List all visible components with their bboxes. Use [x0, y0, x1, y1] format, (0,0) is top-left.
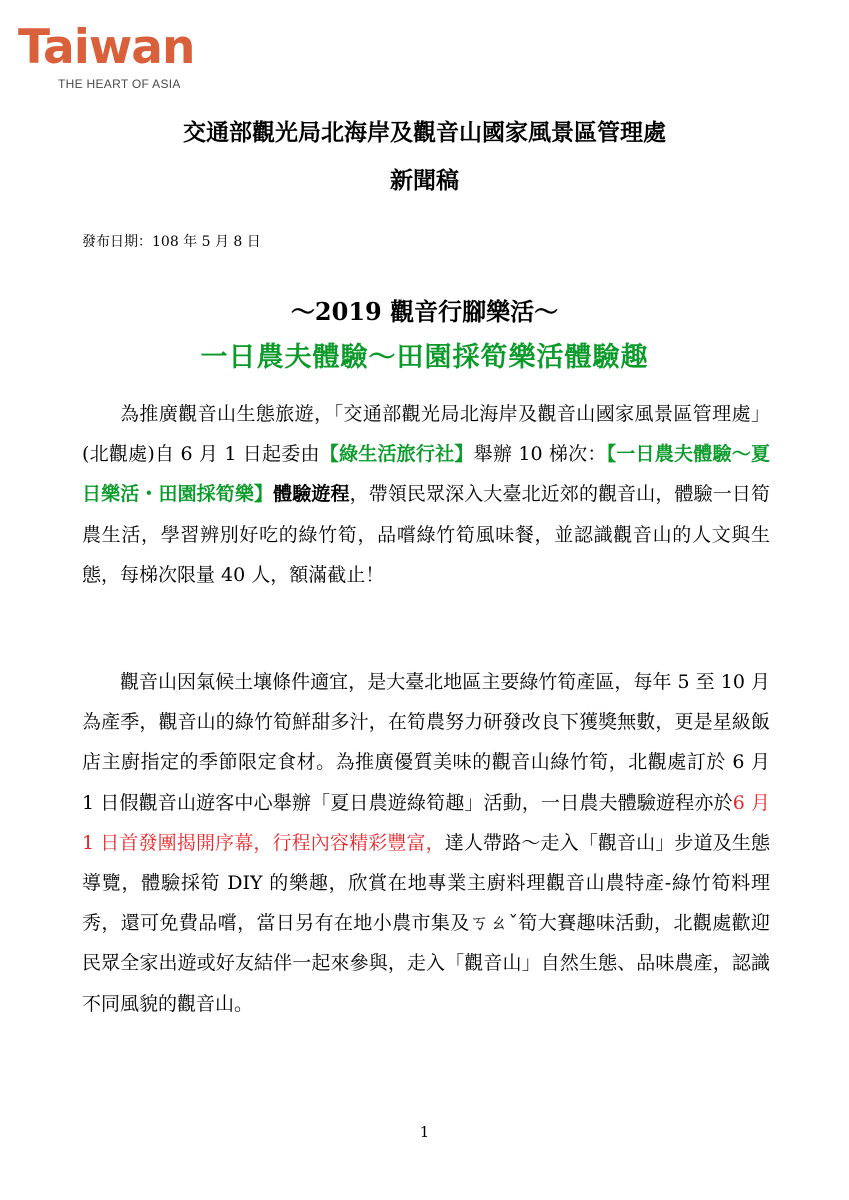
organization-title: 交通部觀光局北海岸及觀音山國家風景區管理處	[183, 119, 666, 146]
paragraph-intro	[82, 394, 770, 595]
document-type: 新聞稿	[390, 167, 459, 194]
page-number: 1	[419, 1123, 430, 1141]
intro-text-1: 為推廣觀音山生態旅遊，「交通部觀光局北海岸及觀音山國家風景區管理處」(北觀處)自 6 月 1 日起委由	[82, 403, 770, 466]
intro-text-2: 舉辦 10 梯次：	[473, 443, 607, 466]
program-suffix: 體驗遊程	[273, 483, 350, 506]
agency-name: 【綠生活旅行社】	[319, 443, 474, 466]
details-text-2: 達人帶路～走入「觀音山」步道及生態導覽，體驗採筍 DIY 的樂趣，欣賞在地專業主廚料理觀音山農特產-綠竹筍料理秀，還可免費品嚐，當日另有在地小農市集及ㄎㄠˇ筍大賽趣味活動，北觀處歡迎民眾全家出遊或好友結伴一起來參與，走入「觀音山」自然生態、品味農產，認識不同風貌的觀音山。	[82, 831, 770, 1015]
release-date: 發布日期：108 年 5 月 8 日	[82, 234, 261, 250]
details-text-1: 觀音山因氣候土壤條件適宜，是大臺北地區主要綠竹筍產區，每年 5 至 10 月為產季，觀音山的綠竹筍鮮甜多汁，在筍農努力研發改良下獲獎無數，更是星級飯店主廚指定的季節限定食材。為推廣優質美味的觀音山綠竹筍，北觀處訂於 6 月 1 日假觀音山遊客中心舉辦「夏日農遊綠筍趣」活動，一日農夫體驗遊程亦於	[82, 671, 770, 814]
logo-wordmark: Taiwan	[18, 20, 195, 75]
details-highlight: 6 月 1 日首發團揭開序幕，行程內容精彩豐富，	[82, 791, 770, 854]
intro-text-3: ，帶領民眾深入大臺北近郊的觀音山，體驗一日筍農生活，學習辨別好吃的綠竹筍，品嚐綠竹筍風味餐，並認識觀音山的人文與生態，每梯次限量 40 人，額滿截止！	[82, 483, 770, 586]
event-subtitle: 一日農夫體驗～田園採筍樂活體驗趣	[200, 342, 649, 373]
program-name: 【一日農夫體驗～夏日樂活・田園採筍樂】	[82, 443, 770, 506]
logo-tagline: THE HEART OF ASIA	[58, 77, 181, 91]
taiwan-logo	[18, 22, 228, 102]
paragraph-details	[82, 662, 770, 1024]
event-title: ～2019 觀音行腳樂活～	[290, 297, 559, 326]
